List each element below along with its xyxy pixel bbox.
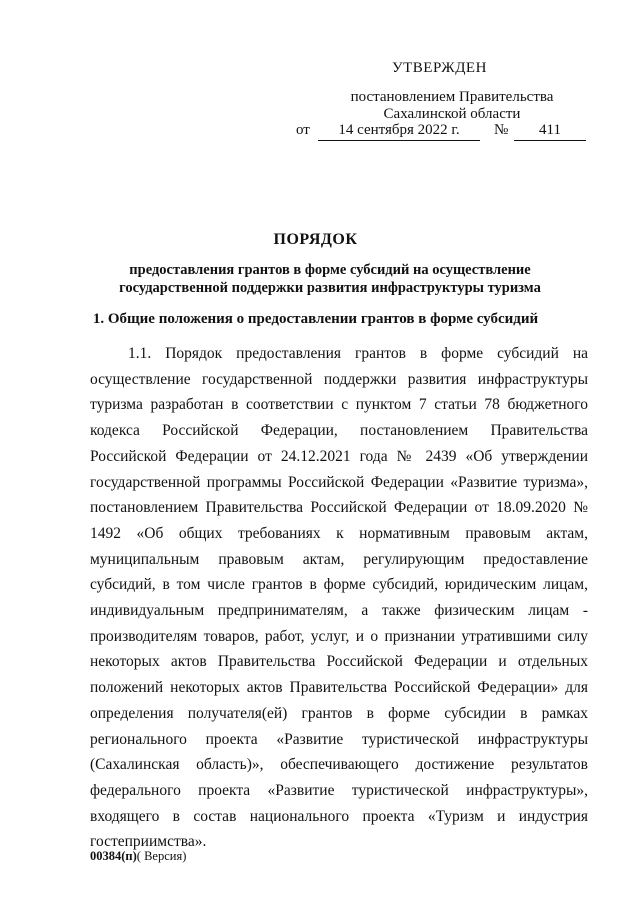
decree-number: 411: [514, 122, 586, 141]
document-title: ПОРЯДОК: [273, 231, 358, 248]
document-code: 00384(п): [90, 849, 137, 863]
decree-line-2: Сахалинской области: [383, 106, 521, 122]
document-subtitle-line-2: государственной поддержки развития инфраструктуры туризма: [119, 280, 541, 296]
approval-stamp-title: УТВЕРЖДЕН: [392, 60, 487, 76]
document-subtitle-line-1: предоставления грантов в форме субсидий на осуществление: [129, 262, 531, 278]
from-label: от: [296, 122, 310, 138]
decree-date: 14 сентября 2022 г.: [318, 122, 480, 141]
footer: [90, 849, 186, 864]
document-version: ( Версия): [136, 849, 187, 863]
number-label: №: [494, 122, 509, 138]
section-heading: 1. Общие положения о предоставлении грантов в форме субсидий: [92, 311, 539, 327]
decree-line-1: постановлением Правительства: [350, 89, 554, 105]
paragraph-1-1: 1.1. Порядок предоставления грантов в форме субсидий на осуществление государственной поддержки развития инфраструктуры туризма разработан в соответствии с пунктом 7 статьи 78 бюджетного кодекса Российской Федерации, постановлением Правительства Российской Федерации от 24.12.2021 года № 2439 «Об утверждении государственной программы Российской Федерации «Развитие туризма», постановлением Правительства Российской Федерации от 18.09.2020 № 1492 «Об общих требованиях к нормативным правовым актам, муниципальным правовым актам, регулирующим предоставление субсидий, в том числе грантов в форме субсидий, юридическим лицам, индивидуальным предпринимателям, а также физическим лицам - производителям товаров, работ, услуг, и о признании утратившими силу некоторых актов Правительства Российской Федерации и отдельных положений некоторых актов Правительства Российской Федерации» для определения получателя(ей) грантов в форме субсидии в рамках регионального проекта «Развитие туристической инфраструктуры (Сахалинская область)», обеспечивающего достижение результатов федерального проекта «Развитие туристической инфраструктуры», входящего в состав национального проекта «Туризм и индустрия гостеприимства».: [90, 345, 588, 851]
